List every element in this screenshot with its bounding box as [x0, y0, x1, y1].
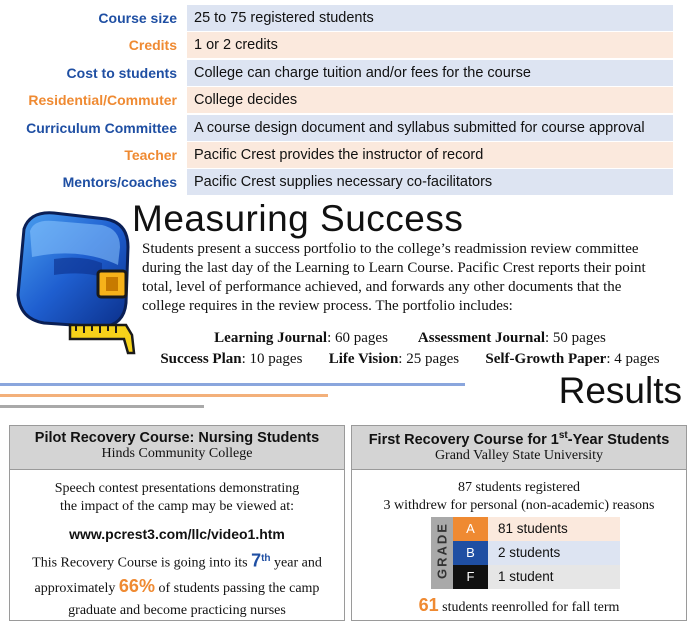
- grade-label: GRADE: [434, 522, 450, 579]
- reenrolled-number: 61: [418, 595, 439, 615]
- spec-value: A course design document and syllabus submitted for course approval: [187, 115, 673, 141]
- stats-text: year and: [270, 555, 322, 571]
- spec-row-curriculum: [0, 115, 700, 141]
- divider-orange: [0, 394, 328, 397]
- spec-row-credits: [0, 32, 700, 58]
- stats-text: This Recovery Course is going into its: [32, 555, 252, 571]
- item-name: Success Plan: [160, 351, 242, 367]
- item-pages: : 4 pages: [606, 351, 660, 367]
- body-line: total, level of performance achieved, and forwards any other documents that the: [142, 279, 622, 295]
- item-name: Self-Growth Paper: [485, 351, 607, 367]
- stats-text: of students passing the camp: [154, 580, 320, 596]
- pilot-line: the impact of the camp may be viewed at:: [59, 499, 295, 514]
- pilot-line: Speech contest presentations demonstrating: [54, 481, 300, 496]
- panel-title: Pilot Recovery Course: Nursing Students: [34, 430, 320, 446]
- item-name: Assessment Journal: [417, 330, 546, 346]
- first-course-panel: [351, 425, 687, 621]
- panel-header: [10, 426, 344, 470]
- spec-value: College can charge tuition and/or fees for the course: [187, 60, 673, 86]
- grade-row-a: [453, 517, 620, 541]
- stats-text: approximately: [34, 580, 119, 596]
- spec-label: Cost to students: [66, 64, 177, 81]
- video-link[interactable]: www.pcrest3.com/llc/video1.htm: [69, 526, 285, 542]
- withdrew-text: 3 withdrew for personal (non-academic) reasons: [383, 498, 655, 513]
- portfolio-row: [130, 351, 690, 372]
- measuring-success-body: [142, 240, 685, 316]
- spec-row-residential: [0, 87, 700, 113]
- item-name: Learning Journal: [214, 330, 328, 346]
- pilot-course-panel: [9, 425, 345, 621]
- grade-row-f: [453, 565, 620, 589]
- course-specs-table: [0, 5, 700, 197]
- panel-title: [352, 426, 686, 448]
- portfolio-items: [130, 330, 690, 372]
- item-pages: : 50 pages: [545, 330, 606, 346]
- results-title: Results: [558, 370, 682, 411]
- portfolio-row: [130, 330, 690, 351]
- spec-value: Pacific Crest provides the instructor of record: [187, 142, 673, 168]
- spec-label: Curriculum Committee: [26, 119, 177, 136]
- spec-row-teacher: [0, 142, 700, 168]
- item-name: Life Vision: [328, 351, 399, 367]
- title-text: First Recovery Course for 1: [368, 431, 559, 448]
- divider-blue: [0, 383, 465, 386]
- year-number: 7: [251, 550, 262, 571]
- grade-letter: F: [453, 565, 488, 589]
- grade-count: 1 student: [488, 565, 620, 589]
- spec-label: Credits: [128, 37, 177, 54]
- panel-header: [352, 426, 686, 470]
- item-pages: : 10 pages: [241, 351, 303, 367]
- spec-value: College decides: [187, 87, 673, 113]
- item-pages: : 60 pages: [327, 330, 388, 346]
- spec-label: Mentors/coaches: [62, 174, 177, 191]
- grade-count: 81 students: [488, 517, 620, 541]
- stats-text: graduate and become practicing nurses: [68, 602, 286, 618]
- spec-label: Course size: [98, 10, 177, 26]
- measuring-success-title: Measuring Success: [132, 198, 464, 239]
- pilot-stats: [10, 548, 344, 622]
- body-line: college requires in the review process. The portfolio includes:: [142, 298, 513, 314]
- item-pages: : 25 pages: [398, 351, 460, 367]
- grade-row-b: [453, 541, 620, 565]
- body-line: Students present a success portfolio to the college’s readmission review committee: [142, 241, 639, 257]
- pass-percent: 66%: [118, 575, 155, 596]
- registered-text: 87 students registered: [457, 480, 581, 495]
- spec-value: 1 or 2 credits: [187, 32, 673, 58]
- spec-label: Teacher: [124, 146, 177, 163]
- body-line: during the last day of the Learning to Learn Course. Pacific Crest reports their point: [142, 260, 646, 276]
- reenrolled-text: [352, 596, 686, 617]
- grade-letter: B: [453, 541, 488, 565]
- grade-letter: A: [453, 517, 488, 541]
- spec-label: Residential/Commuter: [28, 92, 177, 109]
- year-suffix: th: [261, 553, 271, 564]
- spec-row-mentors: [0, 169, 700, 195]
- title-sup: st: [558, 430, 568, 441]
- grade-label-box: [431, 517, 453, 589]
- title-text: -Year Students: [567, 431, 670, 448]
- spec-value: 25 to 75 registered students: [187, 5, 673, 31]
- spec-value: Pacific Crest supplies necessary co-facilitators: [187, 169, 673, 195]
- grade-count: 2 students: [488, 541, 620, 565]
- divider-gray: [0, 405, 204, 408]
- panel-subtitle: Hinds Community College: [101, 446, 253, 461]
- tape-measure-icon: [10, 207, 138, 355]
- reenrolled-label: students reenrolled for fall term: [438, 600, 620, 615]
- spec-row-course-size: [0, 5, 700, 31]
- panel-subtitle: Grand Valley State University: [434, 447, 604, 463]
- spec-row-cost: [0, 60, 700, 86]
